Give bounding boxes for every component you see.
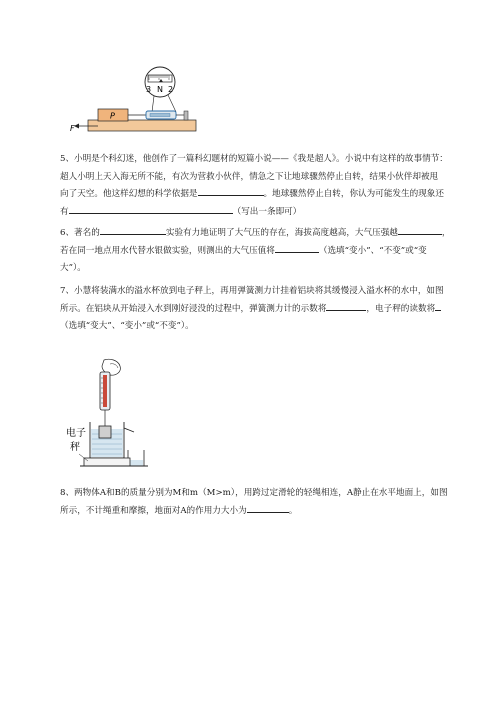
q5-line-4b: （写出一条即可） xyxy=(232,206,302,217)
q8-line-2a: 所示，不计绳重和摩擦，地面对A的作用力大小为 xyxy=(60,505,247,516)
block-label: P xyxy=(110,111,115,121)
q5-line-2: 超人小明上天入海无所不能，有次为营救小伙伴，情急之下让地球骤然停止自转，结果小伙伴却被甩 xyxy=(60,171,439,182)
label-leader-line xyxy=(79,454,88,461)
spring-scale-figure xyxy=(68,66,200,138)
question-5 xyxy=(60,151,452,221)
q7-line-3: （选填“变大”、“变小”或“不变”）。 xyxy=(60,321,194,331)
q8-line-1: 8、两物体A和B的质量分别为M和m（M>m），用跨过定滑轮的轻绳相连，A静止在水平地面上，如图 xyxy=(60,488,448,498)
q6-blank-2[interactable] xyxy=(398,225,442,235)
q7-line-2a: 所示。在铝块从开始浸入水到刚好浸没的过程中，弹簧测力计的示数将 xyxy=(60,303,327,314)
q6-line-1c: ， xyxy=(441,228,451,238)
force-label: F xyxy=(70,124,75,133)
q7-blank-2[interactable] xyxy=(435,301,441,311)
q6-line-2b: （选填“变小”、“不变”或“变 xyxy=(318,245,427,256)
question-7 xyxy=(60,283,452,336)
q7-line-2b: ，电子秤的读数将 xyxy=(366,303,436,314)
scale-label-unit: N xyxy=(157,85,163,94)
q7-blank-1[interactable] xyxy=(326,301,366,311)
q8-line-2b: 。 xyxy=(288,505,298,516)
q6-blank-3[interactable] xyxy=(275,243,319,253)
scale-label-right: 2 xyxy=(168,85,174,94)
q5-line-4a: 有 xyxy=(60,206,69,217)
wall-post xyxy=(184,111,188,120)
q6-line-3: 大”）。 xyxy=(60,263,86,273)
q7-line-1: 7、小慧将装满水的溢水杯放到电子秤上，再用弹簧测力计挂着铝块将其缓慢浸入溢水杯的水中，如图 xyxy=(60,286,444,296)
q6-line-1b: 实验有力地证明了大气压的存在，海拔高度越高，大气压强越 xyxy=(165,228,398,238)
q8-blank-1[interactable] xyxy=(247,503,289,513)
force-arrowhead xyxy=(74,124,79,129)
q6-line-1a: 6、著名的 xyxy=(60,228,100,238)
q5-blank-1[interactable] xyxy=(198,186,264,196)
q6-blank-1[interactable] xyxy=(100,225,166,235)
question-6 xyxy=(60,225,452,278)
board xyxy=(88,120,196,131)
overflow-cup-figure xyxy=(66,358,152,476)
aluminium-block xyxy=(99,426,111,438)
q5-line-3b: 。地球骤然停止自转，你认为可能发生的现象还 xyxy=(263,189,444,199)
overflow-spout xyxy=(124,428,134,432)
question-8 xyxy=(60,485,452,520)
scale-label-line-2: 秤 xyxy=(70,442,80,453)
q5-line-1: 5、小明是个科幻迷，他创作了一篇科幻题材的短篇小说——《我是超人》。小说中有这样的故事情节： xyxy=(60,154,448,164)
scale-label-line-1: 电子 xyxy=(66,428,86,439)
scale-label-left: 3 xyxy=(146,85,152,94)
electronic-scale xyxy=(84,458,130,466)
q5-blank-2[interactable] xyxy=(69,204,233,214)
q5-line-3a: 向了天空。他这样幻想的科学依据是 xyxy=(60,189,198,199)
q6-line-2a: 若在同一地点用水代替水银做实验，则测出的大气压值将 xyxy=(60,245,275,256)
spring-scale-indicator xyxy=(103,375,107,407)
